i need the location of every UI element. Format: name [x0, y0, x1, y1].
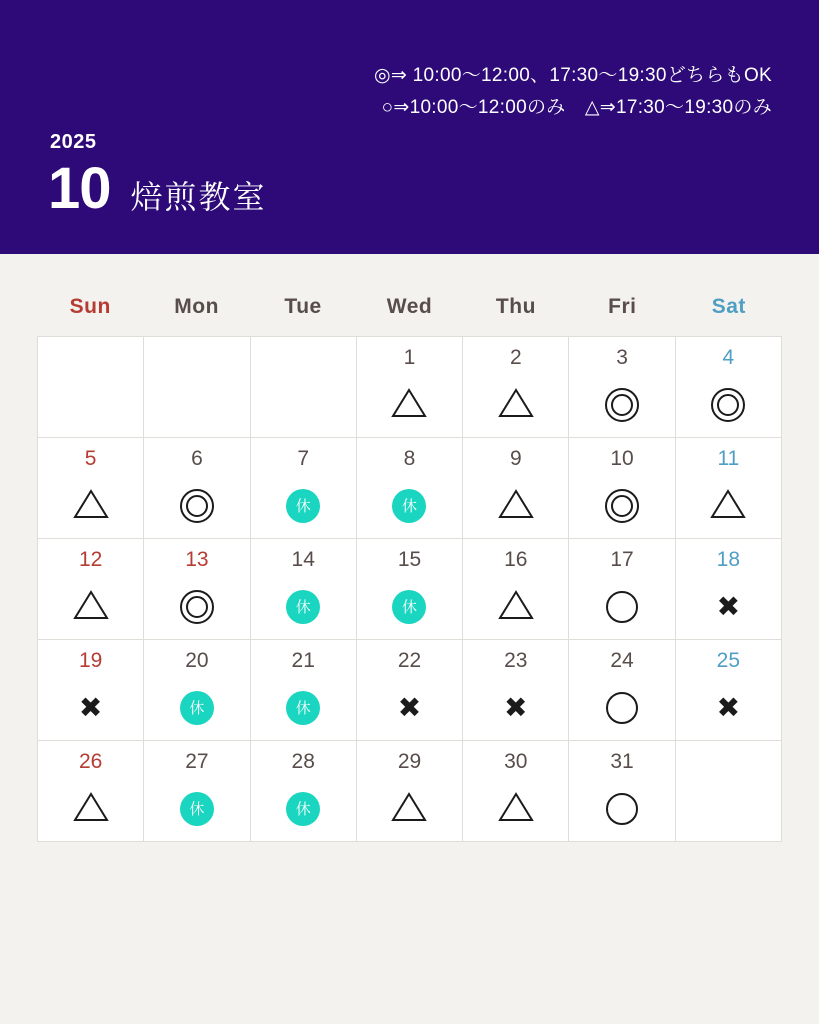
day-availability-mark	[357, 482, 462, 530]
day-number: 16	[504, 548, 528, 571]
calendar-cell[interactable]	[463, 337, 569, 438]
rest-badge: 休	[392, 590, 426, 624]
triangle-icon	[498, 792, 534, 827]
weekday-sun: Sun	[69, 295, 111, 318]
page-header	[0, 0, 819, 254]
month-title-row	[48, 156, 267, 221]
calendar	[37, 278, 782, 842]
day-availability-mark	[463, 785, 568, 833]
day-number: 5	[84, 447, 97, 470]
calendar-cell[interactable]	[251, 741, 357, 842]
day-number: 12	[78, 548, 103, 571]
day-availability-mark	[38, 583, 143, 631]
day-availability-mark	[357, 684, 462, 732]
day-number: 31	[610, 750, 634, 773]
double-circle-icon	[605, 489, 639, 523]
double-circle-icon	[605, 388, 639, 422]
day-availability-mark	[676, 381, 781, 429]
triangle-icon	[73, 489, 109, 524]
day-availability-mark	[144, 583, 249, 631]
triangle-icon	[391, 388, 427, 423]
day-number: 21	[291, 649, 315, 672]
triangle-icon	[710, 489, 746, 524]
double-circle-icon	[180, 489, 214, 523]
day-availability-mark	[463, 381, 568, 429]
day-number: 29	[397, 750, 422, 773]
calendar-cell[interactable]	[676, 539, 782, 640]
rest-badge: 休	[286, 792, 320, 826]
circle-icon	[606, 692, 638, 724]
triangle-icon	[391, 792, 427, 827]
day-number: 8	[403, 447, 416, 470]
calendar-cell[interactable]	[676, 438, 782, 539]
day-availability-mark	[144, 684, 249, 732]
cross-icon: ✖	[397, 691, 422, 724]
calendar-cell[interactable]	[569, 640, 675, 741]
calendar-cell[interactable]	[357, 337, 463, 438]
rest-badge: 休	[286, 590, 320, 624]
day-number: 22	[397, 649, 422, 672]
rest-badge: 休	[392, 489, 426, 523]
legend-line-2: ○⇒10:00〜12:00のみ △⇒17:30〜19:30のみ	[381, 97, 772, 118]
calendar-cell[interactable]	[251, 539, 357, 640]
triangle-icon	[498, 489, 534, 524]
calendar-cell[interactable]	[251, 438, 357, 539]
triangle-icon	[498, 590, 534, 625]
calendar-cell[interactable]	[676, 337, 782, 438]
calendar-cell[interactable]	[38, 640, 144, 741]
calendar-cell-empty	[38, 337, 144, 438]
calendar-cell[interactable]	[676, 640, 782, 741]
day-availability-mark	[251, 482, 356, 530]
weekday-mon: Mon	[174, 295, 219, 318]
calendar-cell-empty	[676, 741, 782, 842]
rest-badge: 休	[286, 489, 320, 523]
day-number: 19	[78, 649, 103, 672]
day-number: 23	[504, 649, 528, 672]
day-availability-mark	[357, 785, 462, 833]
rest-badge: 休	[286, 691, 320, 725]
calendar-cell[interactable]	[38, 539, 144, 640]
day-number: 15	[397, 548, 422, 571]
calendar-cell[interactable]	[569, 539, 675, 640]
day-number: 25	[716, 649, 741, 672]
day-availability-mark	[38, 684, 143, 732]
day-availability-mark	[569, 785, 674, 833]
calendar-cell[interactable]	[569, 438, 675, 539]
calendar-cell[interactable]	[569, 337, 675, 438]
day-availability-mark	[569, 684, 674, 732]
calendar-cell[interactable]	[463, 741, 569, 842]
day-availability-mark	[676, 684, 781, 732]
rest-badge: 休	[180, 691, 214, 725]
rest-badge: 休	[180, 792, 214, 826]
triangle-icon	[73, 792, 109, 827]
day-availability-mark	[357, 583, 462, 631]
calendar-cell[interactable]	[357, 741, 463, 842]
day-availability-mark	[569, 381, 674, 429]
day-availability-mark	[38, 785, 143, 833]
weekday-fri: Fri	[608, 295, 637, 318]
calendar-cell-empty	[251, 337, 357, 438]
day-number: 27	[185, 750, 209, 773]
cross-icon: ✖	[716, 691, 741, 724]
day-availability-mark	[463, 482, 568, 530]
circle-icon	[606, 793, 638, 825]
year-label: 2025	[50, 131, 97, 153]
day-number: 13	[185, 548, 209, 571]
calendar-cell[interactable]	[38, 741, 144, 842]
day-availability-mark	[251, 583, 356, 631]
day-number: 4	[722, 346, 735, 369]
day-availability-mark	[251, 785, 356, 833]
day-number: 14	[291, 548, 315, 571]
page-title: 焙煎教室	[130, 179, 267, 215]
calendar-cell[interactable]	[144, 640, 250, 741]
calendar-grid	[37, 336, 782, 842]
day-availability-mark	[463, 583, 568, 631]
triangle-icon	[498, 388, 534, 423]
day-availability-mark	[569, 583, 674, 631]
calendar-cell[interactable]	[144, 438, 250, 539]
calendar-cell[interactable]	[463, 438, 569, 539]
calendar-cell[interactable]	[357, 539, 463, 640]
day-availability-mark	[676, 583, 781, 631]
legend-block	[374, 60, 772, 124]
calendar-cell[interactable]	[463, 640, 569, 741]
day-availability-mark	[144, 482, 249, 530]
day-number: 18	[716, 548, 741, 571]
triangle-icon	[73, 590, 109, 625]
day-number: 9	[509, 447, 522, 470]
legend-line-1: ◎⇒ 10:00〜12:00、17:30〜19:30どちらもOK	[373, 65, 772, 86]
calendar-cell[interactable]	[463, 539, 569, 640]
calendar-cell[interactable]	[38, 438, 144, 539]
day-number: 26	[78, 750, 103, 773]
cross-icon: ✖	[716, 590, 741, 623]
weekday-sat: Sat	[711, 295, 746, 318]
day-availability-mark	[144, 785, 249, 833]
month-number: 10	[48, 156, 111, 221]
cross-icon: ✖	[78, 691, 103, 724]
double-circle-icon	[711, 388, 745, 422]
calendar-cell[interactable]	[251, 640, 357, 741]
day-number: 30	[504, 750, 528, 773]
circle-icon	[606, 591, 638, 623]
double-circle-icon	[180, 590, 214, 624]
day-availability-mark	[38, 482, 143, 530]
day-number: 2	[509, 346, 522, 369]
calendar-cell[interactable]	[357, 438, 463, 539]
calendar-cell[interactable]	[569, 741, 675, 842]
day-number: 11	[717, 447, 740, 470]
cross-icon: ✖	[504, 691, 528, 724]
day-number: 7	[297, 447, 310, 470]
day-number: 6	[191, 447, 203, 470]
day-availability-mark	[251, 684, 356, 732]
weekday-wed: Wed	[386, 295, 433, 318]
weekday-tue: Tue	[284, 295, 322, 318]
day-number: 20	[185, 649, 209, 672]
calendar-cell[interactable]	[144, 741, 250, 842]
day-availability-mark	[463, 684, 568, 732]
day-number: 10	[610, 447, 634, 470]
day-number: 28	[291, 750, 315, 773]
calendar-cell[interactable]	[144, 539, 250, 640]
day-availability-mark	[569, 482, 674, 530]
day-availability-mark	[357, 381, 462, 429]
day-number: 24	[610, 649, 634, 672]
day-availability-mark	[676, 482, 781, 530]
weekday-thu: Thu	[495, 295, 536, 318]
calendar-cell[interactable]	[357, 640, 463, 741]
day-number: 17	[610, 548, 634, 571]
day-number: 3	[616, 346, 628, 369]
day-number: 1	[403, 346, 416, 369]
calendar-cell-empty	[144, 337, 250, 438]
weekday-header-row	[37, 278, 782, 336]
